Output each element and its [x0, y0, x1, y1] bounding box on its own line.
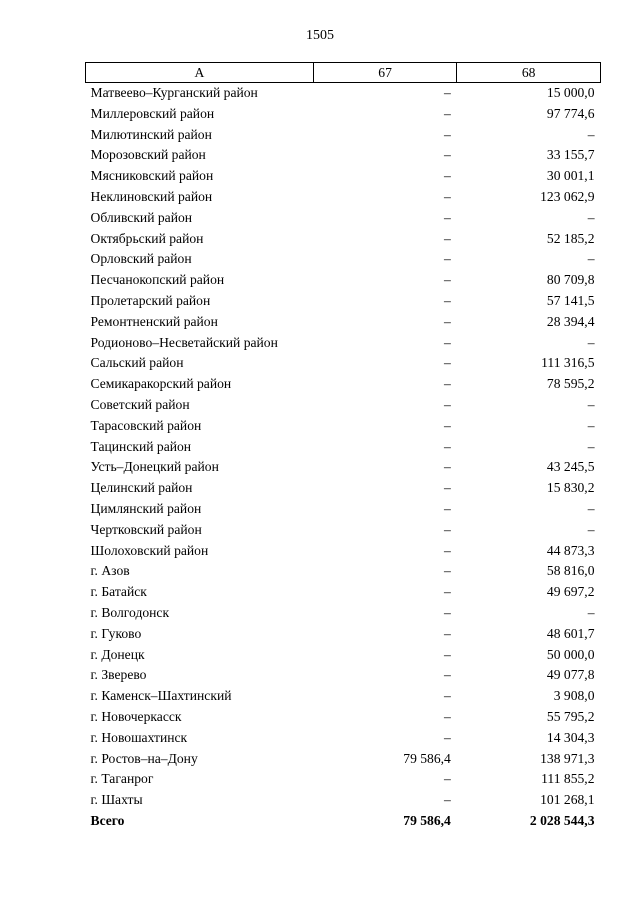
row-value-68: 123 062,9 — [540, 188, 595, 204]
row-name: г. Каменск–Шахтинский — [90, 688, 232, 704]
row-name: Чертковский район — [90, 521, 202, 537]
row-name: Ремонтненский район — [90, 313, 218, 329]
row-name: г. Батайск — [90, 584, 147, 600]
total-label: Всего — [90, 812, 125, 828]
row-value-67: – — [444, 188, 451, 204]
table-body — [86, 83, 601, 832]
table-row — [86, 249, 601, 270]
table-row — [86, 166, 601, 187]
row-value-67: – — [444, 729, 451, 745]
row-value-67: – — [444, 459, 451, 475]
row-value-68: 30 001,1 — [546, 168, 595, 184]
row-value-67: – — [444, 334, 451, 350]
row-value-68: 58 816,0 — [546, 563, 595, 579]
table-row — [86, 769, 601, 790]
row-name: Целинский район — [90, 480, 193, 496]
row-name: Шолоховский район — [90, 542, 209, 558]
table-row — [86, 125, 601, 146]
table-row — [86, 624, 601, 645]
table-row — [86, 603, 601, 624]
row-value-67: – — [444, 792, 451, 808]
row-value-68: 15 830,2 — [546, 480, 595, 496]
row-value-68: 49 077,8 — [546, 667, 595, 683]
row-value-67: – — [444, 251, 451, 267]
row-value-68: – — [587, 396, 595, 412]
row-value-67: – — [444, 85, 451, 100]
table-row — [86, 333, 601, 354]
row-name: г. Волгодонск — [90, 604, 170, 620]
table-row — [86, 582, 601, 603]
row-value-67: – — [444, 584, 451, 600]
table-row — [86, 541, 601, 562]
row-value-68: 15 000,0 — [546, 85, 595, 100]
row-value-68: – — [587, 251, 595, 267]
row-name: г. Гуково — [90, 625, 142, 641]
row-value-68: 97 774,6 — [546, 105, 595, 121]
row-value-68: 55 795,2 — [546, 708, 595, 724]
row-value-67: – — [444, 168, 451, 184]
row-value-67: – — [444, 521, 451, 537]
row-value-68: – — [587, 500, 595, 516]
row-value-68: – — [587, 604, 595, 620]
row-name: Советский район — [90, 396, 190, 412]
row-value-67: – — [444, 230, 451, 246]
row-value-67: – — [444, 292, 451, 308]
row-value-68: 28 394,4 — [546, 313, 595, 329]
row-name: Морозовский район — [90, 147, 206, 163]
row-value-67: – — [444, 396, 451, 412]
row-value-67: – — [444, 771, 451, 787]
table-row — [86, 187, 601, 208]
row-name: Семикаракорский район — [90, 376, 232, 392]
row-value-68: 44 873,3 — [546, 542, 595, 558]
table-row — [86, 790, 601, 811]
row-value-67: – — [444, 625, 451, 641]
table-row — [86, 83, 601, 104]
row-name: г. Таганрог — [90, 771, 154, 787]
row-value-67: – — [444, 563, 451, 579]
row-value-68: – — [587, 334, 595, 350]
row-value-68: 48 601,7 — [546, 625, 595, 641]
row-name: Тацинский район — [90, 438, 192, 454]
row-value-68: – — [587, 126, 595, 142]
row-value-67: – — [444, 667, 451, 683]
row-value-67: – — [444, 355, 451, 371]
table-row — [86, 395, 601, 416]
header-row — [86, 63, 601, 83]
row-value-67: – — [444, 209, 451, 225]
table-row — [86, 416, 601, 437]
row-name: Мясниковский район — [90, 168, 214, 184]
row-name: г. Донецк — [90, 646, 145, 662]
page-number: 1505 — [306, 28, 334, 43]
table-row — [86, 478, 601, 499]
row-value-68: – — [587, 209, 595, 225]
row-value-67: – — [444, 438, 451, 454]
table-row — [86, 104, 601, 125]
table-row — [86, 728, 601, 749]
row-value-67: – — [444, 688, 451, 704]
total-value-68: 2 028 544,3 — [529, 812, 595, 828]
row-value-68: – — [587, 438, 595, 454]
row-value-68: – — [587, 417, 595, 433]
row-value-68: 57 141,5 — [546, 292, 595, 308]
table-row — [86, 707, 601, 728]
row-value-67: – — [444, 376, 451, 392]
table-row — [86, 749, 601, 770]
table-row — [86, 645, 601, 666]
row-name: Родионово–Несветайский район — [90, 334, 278, 350]
row-value-67: – — [444, 126, 451, 142]
row-value-67: 79 586,4 — [403, 750, 451, 766]
row-value-68: 138 971,3 — [540, 750, 595, 766]
row-name: г. Шахты — [90, 792, 143, 808]
table-row — [86, 520, 601, 541]
row-value-67: – — [444, 500, 451, 516]
row-value-67: – — [444, 147, 451, 163]
row-name: Обливский район — [90, 209, 193, 225]
row-value-67: – — [444, 480, 451, 496]
table-row — [86, 686, 601, 707]
row-value-67: – — [444, 417, 451, 433]
row-value-68: 50 000,0 — [546, 646, 595, 662]
row-name: Песчанокопский район — [90, 272, 225, 288]
row-value-68: 49 697,2 — [546, 584, 595, 600]
row-name: Тарасовский район — [90, 417, 202, 433]
row-value-67: – — [444, 542, 451, 558]
row-value-67: – — [444, 272, 451, 288]
table-row — [86, 208, 601, 229]
row-name: Сальский район — [90, 355, 184, 371]
row-name: г. Зверево — [90, 667, 147, 683]
total-row — [86, 811, 601, 832]
row-name: Миллеровский район — [90, 105, 215, 121]
table-row — [86, 145, 601, 166]
table-row — [86, 291, 601, 312]
table-row — [86, 457, 601, 478]
row-name: Матвеево–Курганский район — [90, 85, 258, 100]
row-name: Орловский район — [90, 251, 192, 267]
row-value-68: 111 855,2 — [541, 771, 595, 787]
row-value-67: – — [444, 105, 451, 121]
row-value-68: 14 304,3 — [546, 729, 595, 745]
row-name: г. Новошахтинск — [90, 729, 188, 745]
row-value-68: 78 595,2 — [546, 376, 595, 392]
row-name: Милютинский район — [90, 126, 212, 142]
row-name: г. Ростов–на–Дону — [90, 750, 198, 766]
header-col-67: 67 — [313, 63, 457, 83]
row-value-68: 33 155,7 — [546, 147, 595, 163]
row-value-67: – — [444, 604, 451, 620]
table-row — [86, 374, 601, 395]
row-value-68: 43 245,5 — [546, 459, 595, 475]
row-value-68: 80 709,8 — [546, 272, 595, 288]
table-row — [86, 437, 601, 458]
budget-table — [85, 62, 601, 832]
header-col-a: А — [86, 63, 314, 83]
row-name: Пролетарский район — [90, 292, 211, 308]
row-value-68: – — [587, 521, 595, 537]
row-name: Октябрьский район — [90, 230, 204, 246]
row-name: г. Азов — [90, 563, 130, 579]
row-value-67: – — [444, 646, 451, 662]
table-row — [86, 353, 601, 374]
row-name: Цимлянский район — [90, 500, 202, 516]
row-name: г. Новочеркасск — [90, 708, 182, 724]
row-value-68: 101 268,1 — [540, 792, 595, 808]
header-col-68: 68 — [457, 63, 601, 83]
table-row — [86, 312, 601, 333]
table-row — [86, 665, 601, 686]
table-row — [86, 561, 601, 582]
table-row — [86, 499, 601, 520]
row-value-68: 3 908,0 — [553, 688, 595, 704]
total-value-67: 79 586,4 — [403, 812, 451, 828]
row-value-68: 111 316,5 — [541, 355, 595, 371]
row-name: Усть–Донецкий район — [90, 459, 219, 475]
table-row — [86, 229, 601, 250]
row-value-67: – — [444, 313, 451, 329]
row-name: Неклиновский район — [90, 188, 213, 204]
row-value-68: 52 185,2 — [546, 230, 595, 246]
table-row — [86, 270, 601, 291]
row-value-67: – — [444, 708, 451, 724]
